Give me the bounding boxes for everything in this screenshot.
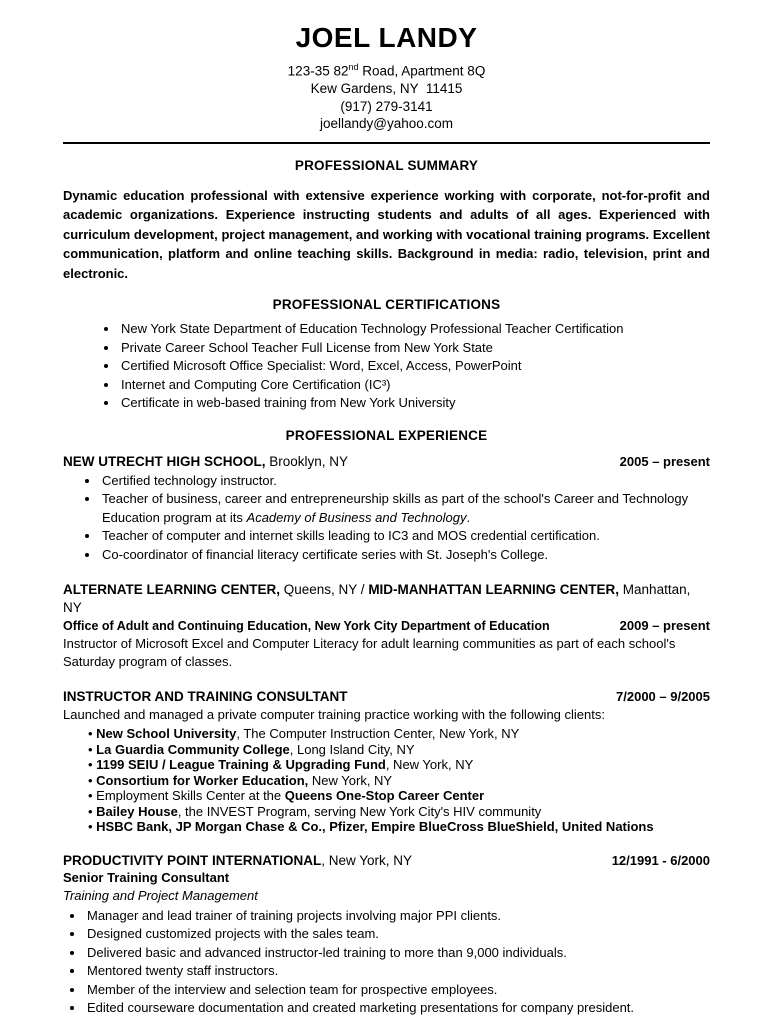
job-bullet: • Member of the interview and selection team for prospective employees.	[85, 981, 710, 1000]
section-heading-professional-summary: PROFESSIONAL SUMMARY	[294, 157, 479, 173]
job-new-utrecht-high-school	[63, 453, 710, 565]
job-department: Office of Adult and Continuing Education, New York City Department of Education	[63, 619, 550, 633]
section-heading-professional-certifications: PROFESSIONAL CERTIFICATIONS	[272, 297, 501, 312]
job-bullet: • Delivered basic and advanced instructor-led training to more than 9,000 individuals.	[85, 944, 710, 963]
job-title-row	[63, 688, 710, 705]
job-productivity-point-international	[63, 852, 710, 1018]
email-address: joellandy@yahoo.com	[319, 116, 454, 131]
certification-item: • Internet and Computing Core Certification (IC³)	[119, 376, 710, 395]
job-bullet: • Manager and lead trainer of training projects involving major PPI clients.	[85, 907, 710, 926]
job-bullet: • Teacher of computer and internet skills leading to IC3 and MOS credential certification.	[100, 527, 710, 546]
job-bullet: • Edited courseware documentation and created marketing presentations for company president.	[85, 999, 710, 1018]
job-dates: 2009 – present	[619, 618, 710, 633]
client-item: • Employment Skills Center at the Queens One-Stop Career Center	[88, 788, 710, 804]
job-dates: 7/2000 – 9/2005	[616, 689, 710, 704]
job-title-row	[63, 852, 710, 869]
street-ordinal-suffix: nd	[348, 62, 359, 72]
client-item: • Consortium for Worker Education, New York, NY	[88, 773, 710, 789]
certification-item: • Private Career School Teacher Full License from New York State	[119, 339, 710, 358]
job-role: Training and Project Management	[63, 887, 258, 903]
job-title: NEW UTRECHT HIGH SCHOOL, Brooklyn, NY	[63, 453, 349, 469]
job-position: Senior Training Consultant	[63, 869, 230, 885]
header-divider	[63, 142, 710, 144]
job-intro: Launched and managed a private computer training practice working with the following clients:	[63, 707, 605, 722]
address-line-city: Kew Gardens, NY 11415	[310, 81, 463, 96]
certifications-list	[63, 320, 710, 413]
job-bullet: • Co-coordinator of financial literacy certificate series with St. Joseph's College.	[100, 546, 710, 565]
certification-item: • New York State Department of Education Technology Professional Teacher Certification	[119, 320, 710, 339]
client-item: • New School University, The Computer Instruction Center, New York, NY	[88, 726, 710, 742]
job-title: INSTRUCTOR AND TRAINING CONSULTANT	[63, 689, 348, 704]
client-list	[63, 726, 710, 835]
summary-paragraph: Dynamic education professional with extensive experience working with corporate, not-for-profit and academic organizations. Experience instructing students and adults of all ages. Experienced with curriculum development, project management, and working with vocational training programs. Excellent communication, platform and online teaching skills. Background in media: radio, television, print and electronic.	[63, 187, 710, 281]
section-heading-professional-experience: PROFESSIONAL EXPERIENCE	[285, 427, 488, 443]
job-bullet-list	[63, 472, 710, 565]
job-dates: 2005 – present	[619, 453, 710, 469]
resume-header	[63, 22, 710, 144]
job-subtitle-row	[63, 617, 710, 634]
client-item: • HSBC Bank, JP Morgan Chase & Co., Pfizer, Empire BlueCross BlueShield, United Nations	[88, 819, 710, 835]
address-block	[63, 59, 710, 133]
job-title-row	[63, 453, 710, 470]
phone-number: (917) 279-3141	[340, 98, 433, 114]
certification-item: • Certificate in web-based training from New York University	[119, 394, 710, 413]
job-dates: 12/1991 - 6/2000	[611, 852, 710, 868]
job-bullet: • Teacher of business, career and entrepreneurship skills as part of the school's Career and Technology Education program at its Academy of Business and Technology.	[100, 490, 710, 527]
client-item: • La Guardia Community College, Long Island City, NY	[88, 742, 710, 758]
name-heading: JOEL LANDY	[295, 22, 478, 53]
job-description: Instructor of Microsoft Excel and Computer Literacy for adult learning communities as part of each school's Saturday program of classes.	[63, 636, 676, 669]
client-item: • Bailey House, the INVEST Program, serving New York City's HIV community	[88, 804, 710, 820]
job-instructor-and-training-consultant	[63, 688, 710, 835]
job-bullet-list	[63, 907, 710, 1018]
street-text: 123-35 82	[287, 63, 349, 79]
job-title: PRODUCTIVITY POINT INTERNATIONAL, New York, NY	[63, 852, 413, 868]
job-alternate-learning-center	[63, 581, 710, 671]
job-title: ALTERNATE LEARNING CENTER, Queens, NY / MID-MANHATTAN LEARNING CENTER, Manhattan, NY	[63, 582, 691, 615]
job-bullet: • Mentored twenty staff instructors.	[85, 962, 710, 981]
certification-item: • Certified Microsoft Office Specialist: Word, Excel, Access, PowerPoint	[119, 357, 710, 376]
job-bullet: • Certified technology instructor.	[100, 472, 710, 491]
job-bullet: • Designed customized projects with the sales team.	[85, 925, 710, 944]
address-line-street	[63, 59, 710, 80]
client-item: • 1199 SEIU / League Training & Upgrading Fund, New York, NY	[88, 757, 710, 773]
street-text-rest: Road, Apartment 8Q	[358, 63, 486, 79]
